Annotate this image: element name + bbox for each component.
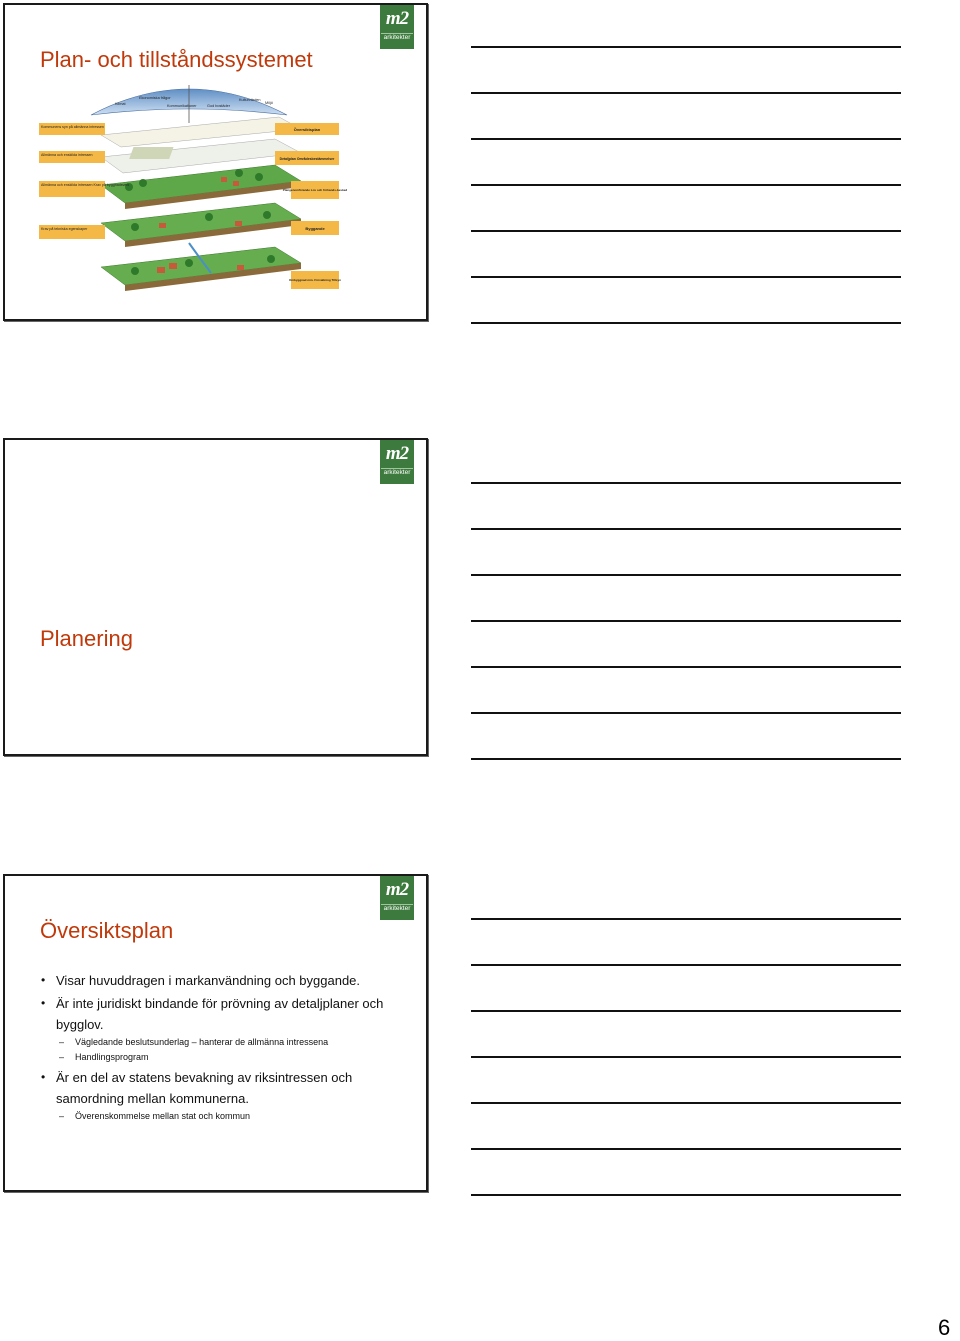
right-layer-label: Byggande [305, 226, 325, 231]
page-number: 6 [938, 1315, 951, 1340]
note-line [471, 1194, 901, 1196]
note-line [471, 574, 901, 576]
slide-title: Översiktsplan [40, 918, 174, 943]
umbrella-label: Ekonomiska frågor [139, 96, 171, 100]
right-layer-label: Detaljplan Områdesbestämmelser [279, 157, 335, 161]
sub-bullet-item: – Vägledande beslutsunderlag – hanterar de allmänna intressena [41, 1035, 401, 1050]
note-line [471, 964, 901, 966]
logo-mark: m2 [385, 8, 409, 29]
umbrella-label: Kommunikationer [167, 104, 197, 108]
bullet-item: • Är en del av statens bevakning av riksintressen och samordning mellan kommunerna. [41, 1067, 401, 1109]
sub-bullet-item: – Överenskommelse mellan stat och kommun [41, 1109, 401, 1124]
umbrella-label: Kulturvärden [239, 98, 261, 102]
note-line [471, 230, 901, 232]
slide-title: Planering [40, 626, 133, 651]
note-line [471, 1102, 901, 1104]
right-layer-label: Översiktsplan [293, 127, 321, 132]
slide-plan-system [3, 3, 428, 321]
umbrella-label: Miljö [265, 101, 273, 105]
m2-logo [380, 440, 414, 484]
logo-subtitle: arkitekter [381, 904, 413, 913]
right-layer-label: Ombyggnad mm. Förvaltning Tillsyn [289, 278, 341, 282]
note-line [471, 276, 901, 278]
sub-bullet-item: – Handlingsprogram [41, 1050, 401, 1065]
bullet-list [41, 970, 401, 1124]
logo-subtitle: arkitekter [381, 33, 413, 42]
logo-mark: m2 [385, 443, 409, 464]
umbrella-label: Klimat [115, 102, 126, 106]
note-line [471, 528, 901, 530]
left-layer-label: Krav på tekniska egenskaper [41, 227, 88, 231]
bullet-item: • Visar huvuddragen i markanvändning och byggande. [41, 970, 401, 991]
slide-planering [3, 438, 428, 756]
logo-subtitle: arkitekter [381, 468, 413, 477]
left-layer-label: Kommunens syn på allmänna intressen [41, 125, 104, 129]
note-line [471, 92, 901, 94]
m2-logo [380, 876, 414, 920]
note-line [471, 918, 901, 920]
note-line [471, 620, 901, 622]
note-line [471, 758, 901, 760]
note-line [471, 1056, 901, 1058]
note-line [471, 482, 901, 484]
right-layer-label: Plangenomförande Lov och förhands-besked [282, 188, 348, 192]
note-line [471, 712, 901, 714]
note-line [471, 138, 901, 140]
logo-mark: m2 [385, 879, 409, 900]
umbrella-label: God bostäder [207, 104, 231, 108]
bullet-item: • Är inte juridiskt bindande för prövning av detaljplaner och bygglov. [41, 993, 401, 1035]
note-line [471, 322, 901, 324]
slide-oversiktsplan [3, 874, 428, 1192]
note-line [471, 1148, 901, 1150]
note-line [471, 666, 901, 668]
note-line [471, 184, 901, 186]
m2-logo [380, 5, 414, 49]
left-layer-label: Allmänna och enskilda intressen [41, 153, 93, 157]
slide-title: Plan- och tillståndssystemet [40, 47, 313, 72]
planning-system-diagram [39, 77, 348, 297]
note-line [471, 46, 901, 48]
left-layer-label: Allmänna och enskilda intressen Krav på byggnadsverk [41, 183, 130, 187]
note-line [471, 1010, 901, 1012]
